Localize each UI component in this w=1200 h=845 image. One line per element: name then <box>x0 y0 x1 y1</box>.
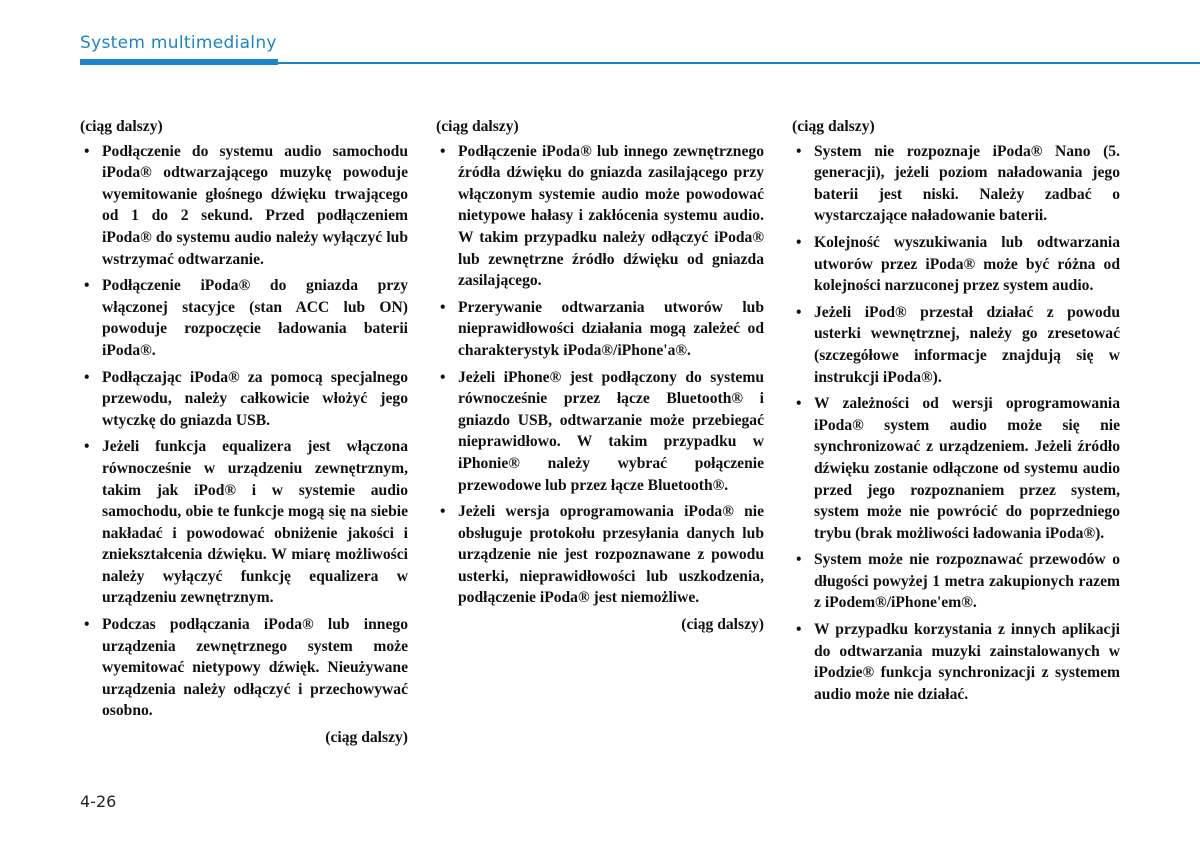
text-column-3 <box>792 116 1120 710</box>
bullet-item: • System może nie rozpoznawać przewodów o długości powyżej 1 metra zakupionych razem z iPodem®/iPhone'em®. <box>792 549 1120 614</box>
continued-label-top: (ciąg dalszy) <box>792 118 875 135</box>
bullet-item: • W przypadku korzystania z innych aplikacji do odtwarzania muzyki zainstalowanych w iPodzie® funkcja synchronizacji z systemem audio może nie działać. <box>792 619 1120 705</box>
continued-label-bottom: (ciąg dalszy) <box>681 616 764 634</box>
continued-label-top: (ciąg dalszy) <box>436 118 519 135</box>
bullet-item: • Podczas podłączania iPoda® lub innego urządzenia zewnętrznego system może wyemitować nietypowy dźwięk. Nieużywane urządzenia należy odłączyć i przechowywać osobno. <box>80 614 408 722</box>
bullet-list <box>80 141 408 722</box>
page-header-title: System multimedialny <box>80 33 277 53</box>
header-accent-bar <box>80 59 278 65</box>
page-number: 4-26 <box>80 792 117 811</box>
bullet-item: • Kolejność wyszukiwania lub odtwarzania utworów przez iPoda® może być różna od kolejności narzuconej przez system audio. <box>792 232 1120 297</box>
bullet-item: • System nie rozpoznaje iPoda® Nano (5. generacji), jeżeli poziom naładowania jego baterii jest niski. Należy zadbać o wystarczające naładowanie baterii. <box>792 141 1120 227</box>
bullet-item: • Jeżeli iPhone® jest podłączony do systemu równocześnie przez łącze Bluetooth® i gniazdo USB, odtwarzanie może przebiegać nieprawidłowo. W takim przypadku w iPhonie® należy wybrać połączenie przewodowe lub przez łącze Bluetooth®. <box>436 367 764 497</box>
bullet-list <box>436 141 764 609</box>
continued-label-top: (ciąg dalszy) <box>80 118 163 135</box>
text-column-1 <box>80 116 408 749</box>
bullet-item: • Jeżeli iPod® przestał działać z powodu usterki wewnętrznej, należy go zresetować (szczegółowe informacje znajdują się w instrukcji iPoda®). <box>792 302 1120 388</box>
bullet-item: • Podłączając iPoda® za pomocą specjalnego przewodu, należy całkowicie włożyć jego wtyczkę do gniazda USB. <box>80 367 408 432</box>
bullet-list <box>792 141 1120 706</box>
bullet-item: • Jeżeli funkcja equalizera jest włączona równocześnie w urządzeniu zewnętrznym, takim jak iPod® i w systemie audio samochodu, obie te funkcje mogą się na siebie nakładać i powodować obniżenie jakości i zniekształcenia dźwięku. W miarę możliwości należy wyłączyć funkcję equalizera w urządzeniu zewnętrznym. <box>80 436 408 609</box>
bullet-item: • Podłączenie iPoda® do gniazda przy włączonej stacyjce (stan ACC lub ON) powoduje rozpoczęcie ładowania baterii iPoda®. <box>80 275 408 361</box>
continued-label-bottom: (ciąg dalszy) <box>325 729 408 747</box>
bullet-item: • Przerywanie odtwarzania utworów lub nieprawidłowości działania mogą zależeć od charakterystyk iPoda®/iPhone'a®. <box>436 297 764 362</box>
bullet-item: • Podłączenie iPoda® lub innego zewnętrznego źródła dźwięku do gniazda zasilającego przy włączonym systemie audio może powodować nietypowe hałasy i zakłócenia systemu audio. W takim przypadku należy odłączyć iPoda® lub zewnętrzne źródło dźwięku od gniazda zasilającego. <box>436 141 764 292</box>
bullet-item: • Jeżeli wersja oprogramowania iPoda® nie obsługuje protokołu przesyłania danych lub urządzenie nie jest rozpoznawane z powodu usterki, nieprawidłowości lub uszkodzenia, podłączenie iPoda® jest niemożliwe. <box>436 501 764 609</box>
bullet-item: • W zależności od wersji oprogramowania iPoda® system audio może się nie synchronizować z urządzeniem. Jeżeli źródło dźwięku zostanie odłączone od systemu audio przed jego rozpoznaniem przez system, system może nie powrócić do poprzedniego trybu (brak możliwości ładowania iPoda®). <box>792 393 1120 544</box>
text-column-2 <box>436 116 764 636</box>
bullet-item: • Podłączenie do systemu audio samochodu iPoda® odtwarzającego muzykę powoduje wyemitowanie głośnego dźwięku trwającego od 1 do 2 sekund. Przed podłączeniem iPoda® do systemu audio należy wyłączyć lub wstrzymać odtwarzanie. <box>80 141 408 271</box>
